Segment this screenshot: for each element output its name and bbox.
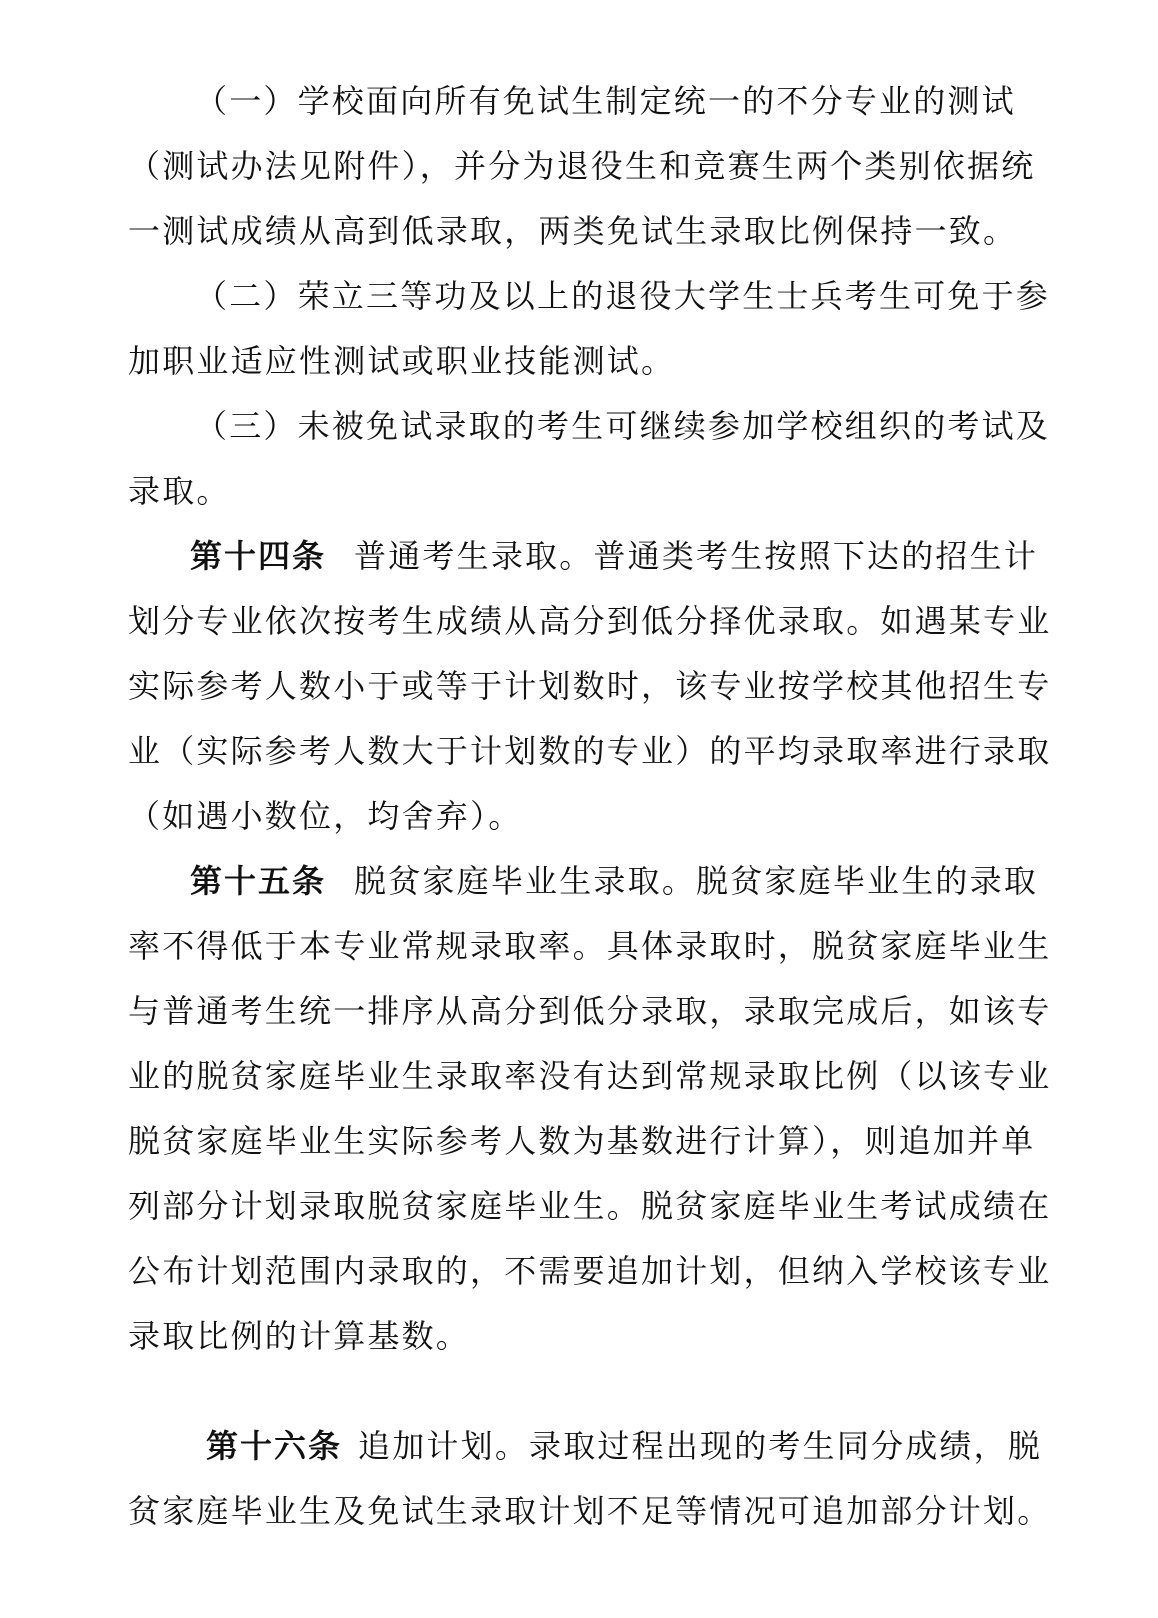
article16-heading: 第十六条 bbox=[206, 1427, 343, 1465]
article15-heading: 第十五条 bbox=[190, 862, 327, 900]
para1-line-3: 一测试成绩从高到低录取，两类免试生录取比例保持一致。 bbox=[128, 212, 1018, 250]
article15-line-1: 脱贫家庭毕业生录取。脱贫家庭毕业生的录取 bbox=[354, 862, 1039, 900]
article14-heading: 第十四条 bbox=[190, 537, 327, 575]
article16-line-1: 追加计划。录取过程出现的考生同分成绩，脱 bbox=[358, 1427, 1043, 1465]
article15-line-7: 公布计划范围内录取的，不需要追加计划，但纳入学校该专业 bbox=[128, 1252, 1052, 1290]
article15-line-4: 业的脱贫家庭毕业生录取率没有达到常规录取比例（以该专业 bbox=[128, 1057, 1052, 1095]
article15-line-5: 脱贫家庭毕业生实际参考人数为基数进行计算），则追加并单 bbox=[128, 1122, 1036, 1160]
para1-line-2: （测试办法见附件），并分为退役生和竞赛生两个类别依据统 bbox=[128, 147, 1036, 185]
article15-line-2: 率不得低于本专业常规录取率。具体录取时，脱贫家庭毕业生 bbox=[128, 927, 1052, 965]
article14-first-line bbox=[190, 536, 1038, 576]
para1-line-1: （一）学校面向所有免试生制定统一的不分专业的测试 bbox=[195, 82, 1016, 120]
article14-line-1: 普通考生录取。普通类考生按照下达的招生计 bbox=[354, 537, 1039, 575]
para2-line-1: （二）荣立三等功及以上的退役大学生士兵考生可免于参 bbox=[195, 277, 1051, 315]
article16-line-2: 贫家庭毕业生及免试生录取计划不足等情况可追加部分计划。 bbox=[128, 1492, 1052, 1530]
para3-line-1: （三）未被免试录取的考生可继续参加学校组织的考试及 bbox=[195, 407, 1051, 445]
article16-first-line bbox=[206, 1426, 1042, 1466]
article14-line-5: （如遇小数位，均舍弃）。 bbox=[128, 797, 523, 835]
article14-line-3: 实际参考人数小于或等于计划数时，该专业按学校其他招生专 bbox=[128, 667, 1052, 705]
article14-line-2: 划分专业依次按考生成绩从高分到低分择优录取。如遇某专业 bbox=[128, 602, 1052, 640]
article15-line-8: 录取比例的计算基数。 bbox=[128, 1317, 471, 1355]
article15-first-line bbox=[190, 861, 1038, 901]
article14-line-4: 业（实际参考人数大于计划数的专业）的平均录取率进行录取 bbox=[128, 732, 1052, 770]
article15-line-6: 列部分计划录取脱贫家庭毕业生。脱贫家庭毕业生考试成绩在 bbox=[128, 1187, 1052, 1225]
para3-line-2: 录取。 bbox=[128, 472, 231, 510]
article15-line-3: 与普通考生统一排序从高分到低分录取，录取完成后，如该专 bbox=[128, 992, 1052, 1030]
para2-line-2: 加职业适应性测试或职业技能测试。 bbox=[128, 342, 676, 380]
